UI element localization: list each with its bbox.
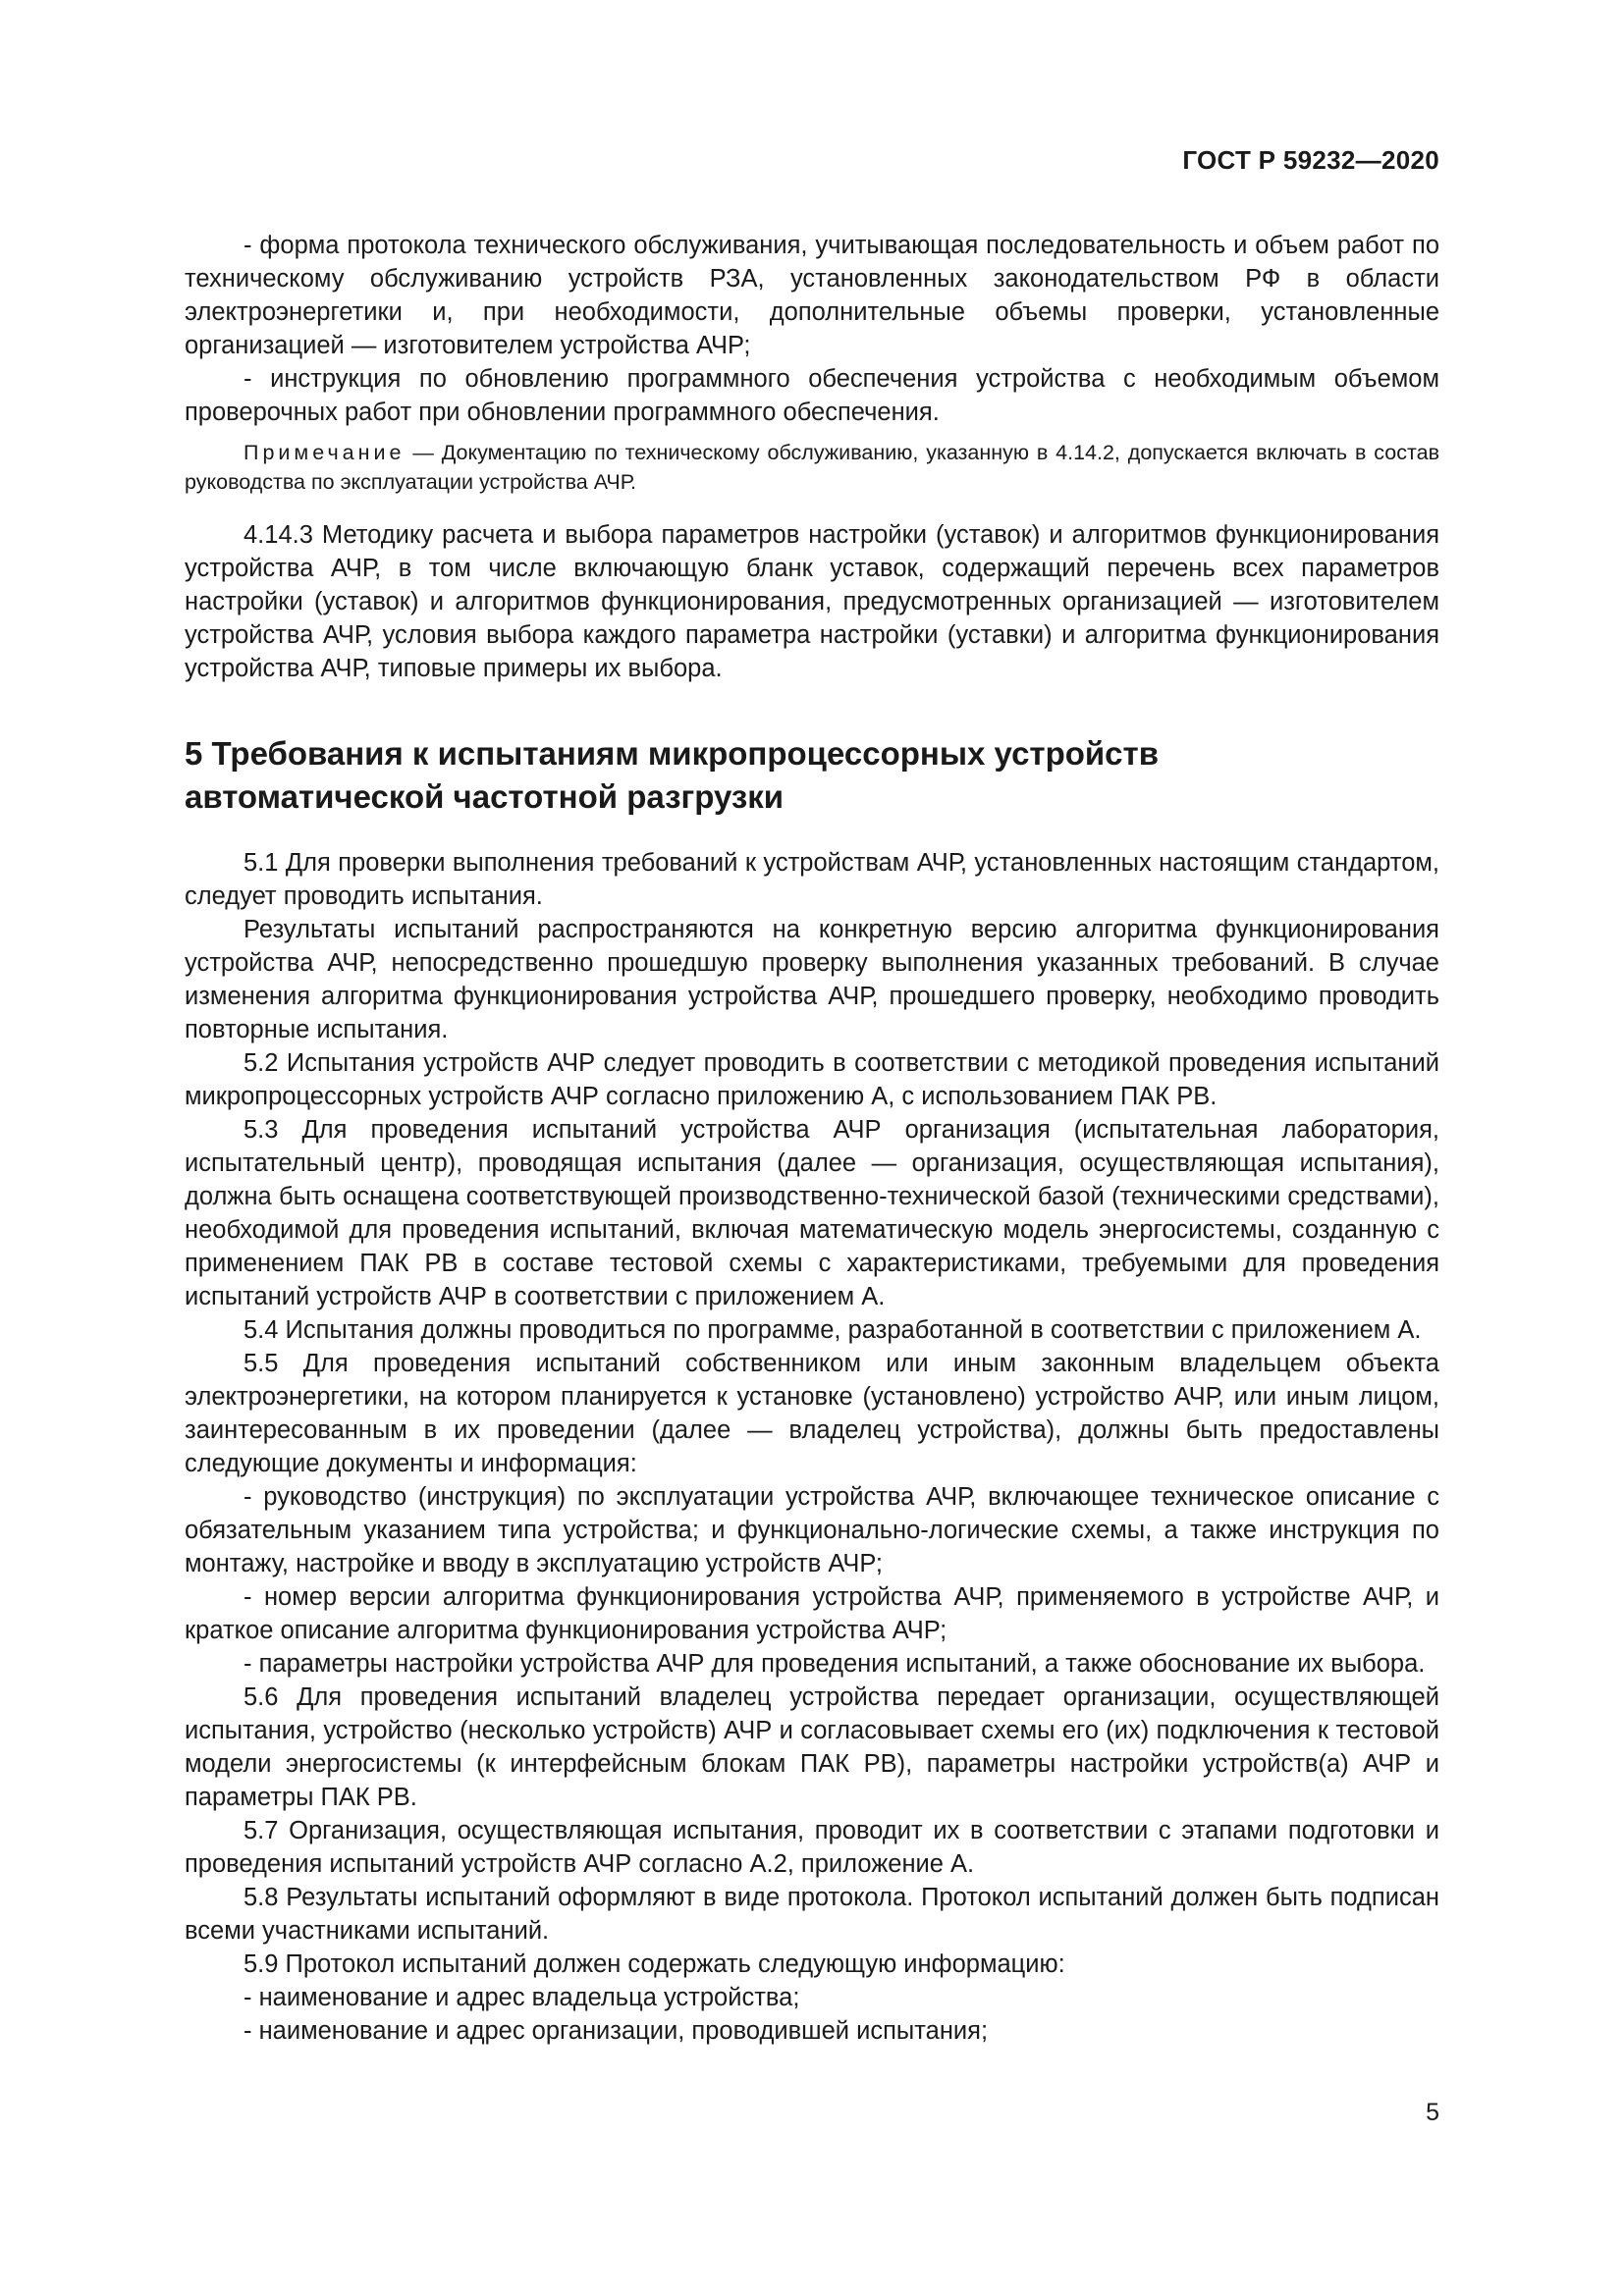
continuation-list xyxy=(185,229,1439,429)
list-item: - инструкция по обновлению программного обеспечения устройства с необходимым объемом проверочных работ при обновлении программного обеспечения. xyxy=(185,365,1439,426)
section-5-body xyxy=(185,846,1439,2048)
paragraph: 5.8 Результаты испытаний оформляют в виде протокола. Протокол испытаний должен быть подписан всеми участниками испытаний. xyxy=(185,1884,1439,1945)
paragraph: 5.1 Для проверки выполнения требований к устройствам АЧР, установленных настоящим стандартом, следует проводить испытания. xyxy=(185,849,1439,910)
section-heading-line: 5 Требования к испытаниям микропроцессорных устройств xyxy=(185,735,1159,772)
list-item: - параметры настройки устройства АЧР для проведения испытаний, а также обоснование их выбора. xyxy=(244,1650,1426,1678)
list-item: - форма протокола технического обслуживания, учитывающая последовательность и объем работ по техническому обслуживанию устройств РЗА, установленных законодательством РФ в области электроэнергетики и, при необходимости, дополнительные объемы проверки, установленные организацией — изготовителем устройства АЧР; xyxy=(185,232,1439,359)
paragraph: 4.14.3 Методику расчета и выбора параметров настройки (уставок) и алгоритмов функционирования устройства АЧР, в том числе включающую бланк уставок, содержащий перечень всех параметров настройки (уставок) и алгоритмов функционирования, предусмотренных организацией — изготовителем устройства АЧР, условия выбора каждого параметра настройки (уставки) и алгоритма функционирования устройства АЧР, типовые примеры их выбора. xyxy=(185,521,1439,682)
note-text: — Документацию по техническому обслуживанию, указанную в 4.14.2, допускается включать в состав руководства по эксплуатации устройства АЧР. xyxy=(185,441,1439,494)
paragraph: 5.4 Испытания должны проводиться по программе, разработанной в соответствии с приложением А. xyxy=(244,1316,1422,1344)
list-item: - руководство (инструкция) по эксплуатации устройства АЧР, включающее техническое описание с обязательным указанием типа устройства; и функционально-логические схемы, а также инструкция по монтажу, настройке и вводу в эксплуатацию устройств АЧР; xyxy=(185,1483,1439,1577)
note-label: Примечание xyxy=(244,441,406,464)
paragraph: 5.9 Протокол испытаний должен содержать следующую информацию: xyxy=(244,1950,1065,1978)
note-paragraph xyxy=(185,438,1439,497)
paragraph: 5.6 Для проведения испытаний владелец устройства передает организации, осуществляющей испытания, устройство (несколько устройств) АЧР и согласовывает схемы его (их) подключения к тестовой модели энергосистемы (к интерфейсным блокам ПАК РВ), параметры настройки устройств(а) АЧР и параметры ПАК РВ. xyxy=(185,1683,1439,1811)
paragraph: 5.3 Для проведения испытаний устройства АЧР организация (испытательная лаборатория, испытательный центр), проводящая испытания (далее — организация, осуществляющая испытания), должна быть оснащена соответствующей производственно-технической базой (техническими средствами), необходимой для проведения испытаний, включая математическую модель энергосистемы, созданную с применением ПАК РВ в составе тестовой схемы с характеристиками, требуемыми для проведения испытаний устройств АЧР в соответствии с приложением А. xyxy=(185,1116,1439,1310)
paragraph: 5.2 Испытания устройств АЧР следует проводить в соответствии с методикой проведения испытаний микропроцессорных устройств АЧР согласно приложению А, с использованием ПАК РВ. xyxy=(185,1049,1439,1110)
list-item: - наименование и адрес организации, проводившей испытания; xyxy=(244,2017,989,2045)
page-number: 5 xyxy=(1426,2099,1439,2126)
document-header: ГОСТ Р 59232—2020 xyxy=(1182,145,1439,175)
section-heading-line: автоматической частотной разгрузки xyxy=(185,778,785,815)
note-block xyxy=(185,438,1439,497)
paragraph: 5.5 Для проведения испытаний собственником или иным законным владельцем объекта электроэнергетики, на котором планируется к установке (установлено) устройство АЧР, или иным лицом, заинтересованным в их проведении (далее — владелец устройства), должны быть предоставлены следующие документы и информация: xyxy=(185,1350,1439,1477)
list-item: - наименование и адрес владельца устройства; xyxy=(244,1984,800,2011)
clause-4-14-3 xyxy=(185,518,1439,685)
paragraph: Результаты испытаний распространяются на конкретную версию алгоритма функционирования устройства АЧР, непосредственно прошедшую проверку выполнения указанных требований. В случае изменения алгоритма функционирования устройства АЧР, прошедшего проверку, необходимо проводить повторные испытания. xyxy=(185,916,1439,1043)
paragraph: 5.7 Организация, осуществляющая испытания, проводит их в соответствии с этапами подготовки и проведения испытаний устройств АЧР согласно А.2, приложение А. xyxy=(185,1817,1439,1878)
section-5-heading xyxy=(185,732,1439,819)
list-item: - номер версии алгоритма функционирования устройства АЧР, применяемого в устройстве АЧР, и краткое описание алгоритма функционирования устройства АЧР; xyxy=(185,1583,1439,1644)
